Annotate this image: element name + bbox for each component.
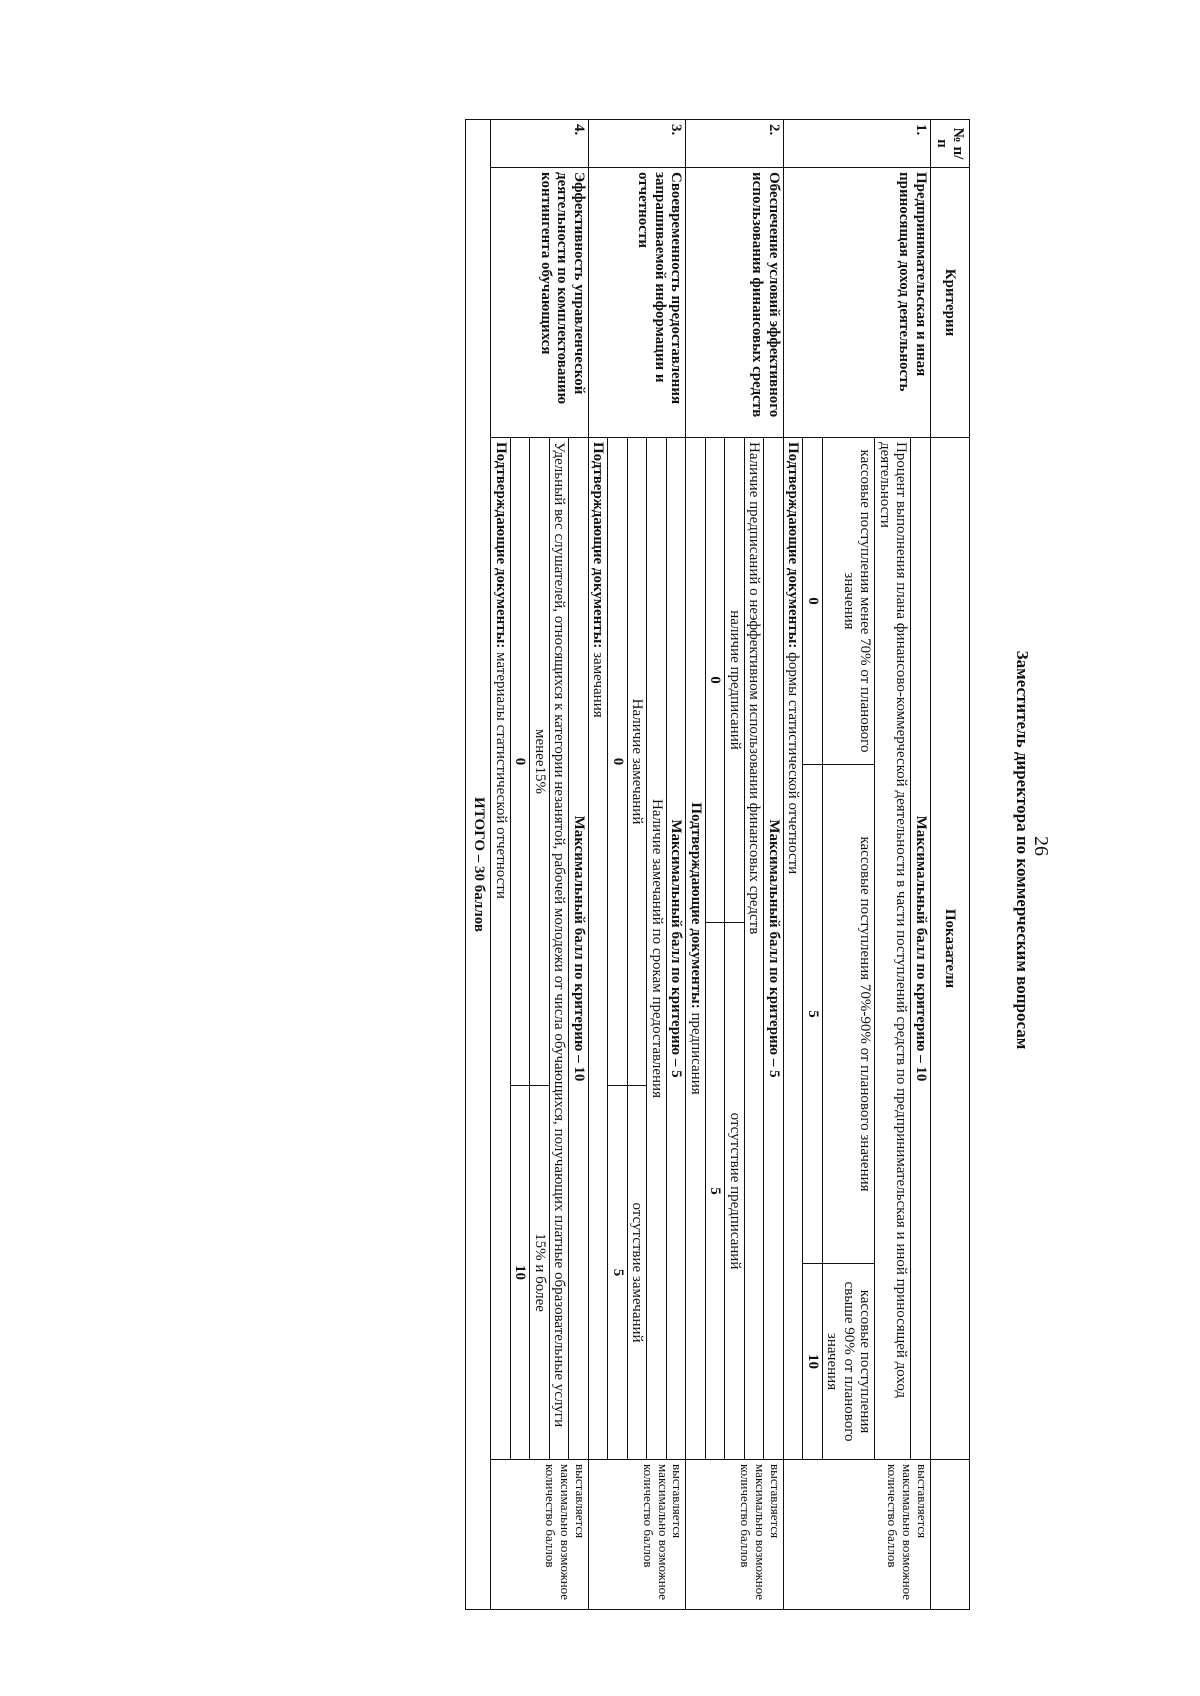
score-cell: 0 — [706, 438, 726, 923]
docs-label: Подтверждающие документы: — [785, 442, 802, 649]
indicator-text: Наличие предписаний о неэффективном использовании финансовых средств — [745, 438, 765, 1460]
docs-text: материалы статистической отчетности — [493, 652, 509, 899]
table-row — [667, 120, 687, 1610]
score-cell: 5 — [803, 765, 823, 1264]
total-text: ИТОГО – 30 баллов — [466, 120, 491, 1610]
indicator-text: Процент выполнения плана финансово-коммерческой деятельности в части поступлений средств по предпринимательская и иной приносящей доход деятельности — [875, 438, 911, 1460]
score-cell: 0 — [608, 438, 628, 1086]
note-text: выставляется максимально возможное количество баллов — [686, 1460, 784, 1610]
criteria-table — [466, 119, 971, 1610]
option-cell: отсутствие замечаний — [628, 1086, 648, 1460]
row-number: 3. — [589, 120, 687, 168]
table-row — [569, 120, 589, 1610]
docs-label: Подтверждающие документы: — [590, 442, 607, 649]
max-score: Максимальный балл по критерию – 5 — [667, 438, 687, 1460]
note-text: выставляется максимально возможное количество баллов — [784, 1460, 931, 1610]
score-cell: 5 — [706, 923, 726, 1460]
docs-cell — [491, 438, 511, 1460]
indicator-text: Наличие замечаний по срокам предоставления — [647, 438, 667, 1460]
page-number: 26 — [1030, 836, 1052, 856]
header-criteria: Критерии — [931, 168, 970, 438]
table-row — [911, 120, 931, 1610]
option-cell: 15% и более — [530, 1086, 550, 1460]
docs-cell — [686, 438, 706, 1460]
row-number: 4. — [491, 120, 589, 168]
note-text: выставляется максимально возможное количество баллов — [491, 1460, 589, 1610]
header-row — [931, 120, 970, 1610]
criterion-text: Своевременность предоставления запрашиваемой информации и отчетности — [589, 168, 687, 438]
option-cell: кассовые поступления свыше 90% от планового значения — [823, 1264, 876, 1460]
criterion-text: Обеспечение условий эффективного использования финансовых средств — [686, 168, 784, 438]
header-num: № п/п — [931, 120, 970, 168]
docs-text: формы статистической отчетности — [785, 652, 802, 875]
docs-label: Подтверждающие документы: — [688, 802, 704, 1009]
row-number: 2. — [686, 120, 784, 168]
max-score: Максимальный балл по критерию – 5 — [764, 438, 784, 1460]
header-note — [931, 1460, 970, 1610]
score-cell: 10 — [511, 1086, 531, 1460]
document-title: Заместитель директора по коммерческим вопросам — [1013, 650, 1032, 1050]
option-cell: отсутствие предписаний — [725, 923, 745, 1460]
note-text: выставляется максимально возможное количество баллов — [589, 1460, 687, 1610]
criterion-text: Предпринимательская и иная приносящая доход деятельность — [784, 168, 931, 438]
docs-cell — [784, 438, 804, 1460]
indicator-text: Удельный вес слушателей, относящихся к категории незанятой, рабочей молодежи от числа обучающихся, получающих платные образовательные услуги — [550, 438, 570, 1460]
docs-label: Подтверждающие документы: — [493, 442, 509, 649]
docs-text: предписания — [688, 1012, 704, 1095]
option-cell: менее15% — [530, 438, 550, 1086]
option-cell: Наличие замечаний — [628, 438, 648, 1086]
score-cell: 10 — [803, 1264, 823, 1460]
score-cell: 5 — [608, 1086, 628, 1460]
docs-text: замечания — [590, 652, 607, 718]
score-cell: 0 — [511, 438, 531, 1086]
option-cell: кассовые поступления 70%-90% от планового значения — [823, 765, 876, 1264]
score-cell: 0 — [803, 438, 823, 765]
total-row — [466, 120, 491, 1610]
criterion-text: Эффективность управленческой деятельности по комплектованию контингента обучающихся — [491, 168, 589, 438]
option-cell: наличие предписаний — [725, 438, 745, 923]
header-indicators: Показатели — [931, 438, 970, 1460]
docs-cell — [589, 438, 609, 1460]
max-score: Максимальный балл по критерию – 10 — [569, 438, 589, 1460]
max-score: Максимальный балл по критерию – 10 — [911, 438, 931, 1460]
option-cell: кассовые поступления менее 70% от планового значения — [823, 438, 876, 765]
row-number: 1. — [784, 120, 931, 168]
table-row — [764, 120, 784, 1610]
